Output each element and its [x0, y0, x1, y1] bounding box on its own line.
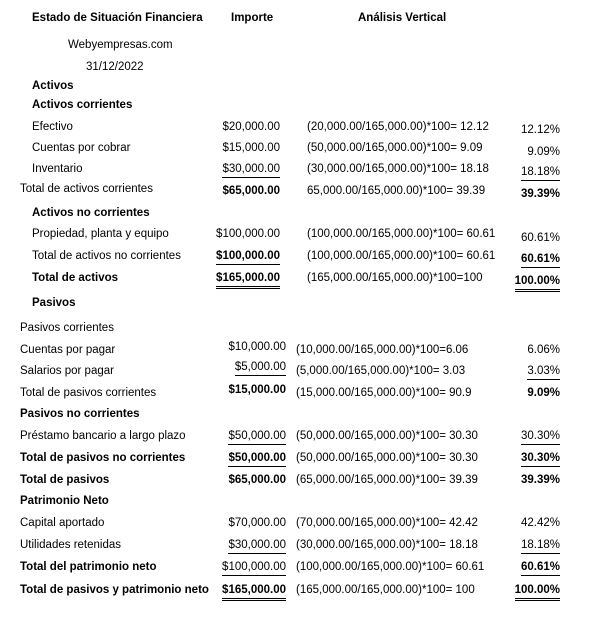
- row-importe: $165,000.00: [216, 271, 280, 289]
- row-formula: (70,000.00/165,000.00)*100= 42.42: [296, 517, 478, 529]
- row-importe: $100,000.00: [222, 560, 286, 576]
- section-patrimonio-neto: Patrimonio Neto: [20, 495, 109, 507]
- row-formula: (50,000.00/165,000.00)*100= 30.30: [296, 430, 478, 442]
- row-pct: 60.61%: [521, 252, 560, 268]
- row-formula: (65,000.00/165,000.00)*100= 39.39: [296, 474, 478, 486]
- header-statement-title: Estado de Situación Financiera: [32, 12, 203, 24]
- row-pct: 60.61%: [521, 560, 560, 576]
- row-pct: 9.09%: [527, 146, 560, 158]
- row-formula: (165,000.00/165,000.00)*100=100: [307, 272, 483, 284]
- row-formula: (50,000.00/165,000.00)*100= 9.09: [307, 142, 483, 154]
- row-formula: (15,000.00/165,000.00)*100= 90.9: [296, 387, 472, 399]
- row-importe: $100,000.00: [216, 249, 280, 265]
- row-formula: (165,000.00/165,000.00)*100= 100: [296, 584, 475, 596]
- row-importe: $15,000.00: [222, 142, 280, 154]
- row-importe: $50,000.00: [228, 429, 286, 445]
- row-label: Total de pasivos: [20, 474, 110, 486]
- row-pct: 60.61%: [520, 232, 560, 244]
- row-pct: 39.39%: [520, 188, 560, 200]
- row-label: Total de pasivos corrientes: [20, 387, 157, 399]
- row-pct: 39.39%: [520, 474, 560, 486]
- row-formula: (100,000.00/165,000.00)*100= 60.61: [307, 228, 496, 240]
- row-formula: (5,000.00/165,000.00)*100= 3.03: [296, 365, 466, 377]
- row-importe: $20,000.00: [222, 121, 280, 133]
- row-formula: (20,000.00/165,000.00)*100= 12.12: [307, 121, 489, 133]
- row-formula: (100,000.00/165,000.00)*100= 60.61: [296, 561, 485, 573]
- row-label: Salarios por pagar: [20, 365, 114, 377]
- header-vertical-analysis: Análisis Vertical: [358, 12, 447, 24]
- row-label: Cuentas por cobrar: [32, 142, 131, 154]
- row-label: Préstamo bancario a largo plazo: [20, 430, 186, 442]
- subsection-activos-no-corrientes: Activos no corrientes: [32, 207, 150, 219]
- section-pasivos: Pasivos: [32, 297, 76, 309]
- row-importe: $65,000.00: [222, 185, 280, 197]
- row-pct: 3.03%: [527, 364, 560, 380]
- row-label: Capital aportado: [20, 517, 105, 529]
- row-importe: $5,000.00: [235, 360, 286, 376]
- subsection-activos-corrientes: Activos corrientes: [32, 99, 133, 111]
- row-importe: $50,000.00: [228, 451, 286, 467]
- row-pct: 42.42%: [520, 517, 560, 529]
- row-pct: 100.00%: [515, 583, 560, 601]
- row-label: Total de pasivos y patrimonio neto: [20, 584, 209, 596]
- row-pct: 6.06%: [527, 344, 560, 356]
- row-importe: $70,000.00: [228, 517, 286, 529]
- row-pct: 100.00%: [515, 274, 560, 292]
- row-importe: $30,000.00: [228, 538, 286, 554]
- row-pct: 18.18%: [521, 165, 560, 181]
- row-label: Total de activos corrientes: [20, 183, 153, 195]
- row-formula: 65,000.00/165,000.00)*100= 39.39: [307, 185, 486, 197]
- row-formula: (50,000.00/165,000.00)*100= 30.30: [296, 452, 478, 464]
- row-importe: $65,000.00: [228, 474, 286, 486]
- row-importe: $15,000.00: [228, 384, 286, 396]
- row-label: Total de activos: [32, 272, 119, 284]
- row-pct: 30.30%: [521, 429, 560, 445]
- subsection-pasivos-corrientes: Pasivos corrientes: [20, 322, 114, 334]
- row-formula: (30,000.00/165,000.00)*100= 18.18: [307, 163, 489, 175]
- row-label: Total del patrimonio neto: [20, 561, 157, 573]
- row-formula: (30,000.00/165,000.00)*100= 18.18: [296, 539, 478, 551]
- company-name: Webyempresas.com: [68, 39, 173, 51]
- row-label: Total de pasivos no corrientes: [20, 452, 186, 464]
- row-pct: 30.30%: [521, 451, 560, 467]
- row-formula: (10,000.00/165,000.00)*100=6.06: [296, 344, 469, 356]
- row-importe: $100,000.00: [216, 228, 280, 240]
- header-importe: Importe: [231, 12, 274, 24]
- row-label: Inventario: [32, 163, 83, 175]
- row-pct: 9.09%: [527, 387, 560, 399]
- row-label: Propiedad, planta y equipo: [32, 228, 169, 240]
- row-pct: 18.18%: [521, 538, 560, 554]
- row-formula: (100,000.00/165,000.00)*100= 60.61: [307, 250, 496, 262]
- row-label: Utilidades retenidas: [20, 539, 122, 551]
- row-label: Total de activos no corrientes: [32, 250, 181, 262]
- row-importe: $10,000.00: [228, 341, 286, 353]
- row-label: Efectivo: [32, 121, 73, 133]
- row-importe: $165,000.00: [222, 583, 286, 601]
- statement-date: 31/12/2022: [86, 61, 144, 73]
- row-pct: 12.12%: [520, 124, 560, 136]
- subsection-pasivos-no-corrientes: Pasivos no corrientes: [20, 408, 140, 420]
- row-importe: $30,000.00: [222, 162, 280, 178]
- section-activos: Activos: [32, 80, 74, 92]
- row-label: Cuentas por pagar: [20, 344, 116, 356]
